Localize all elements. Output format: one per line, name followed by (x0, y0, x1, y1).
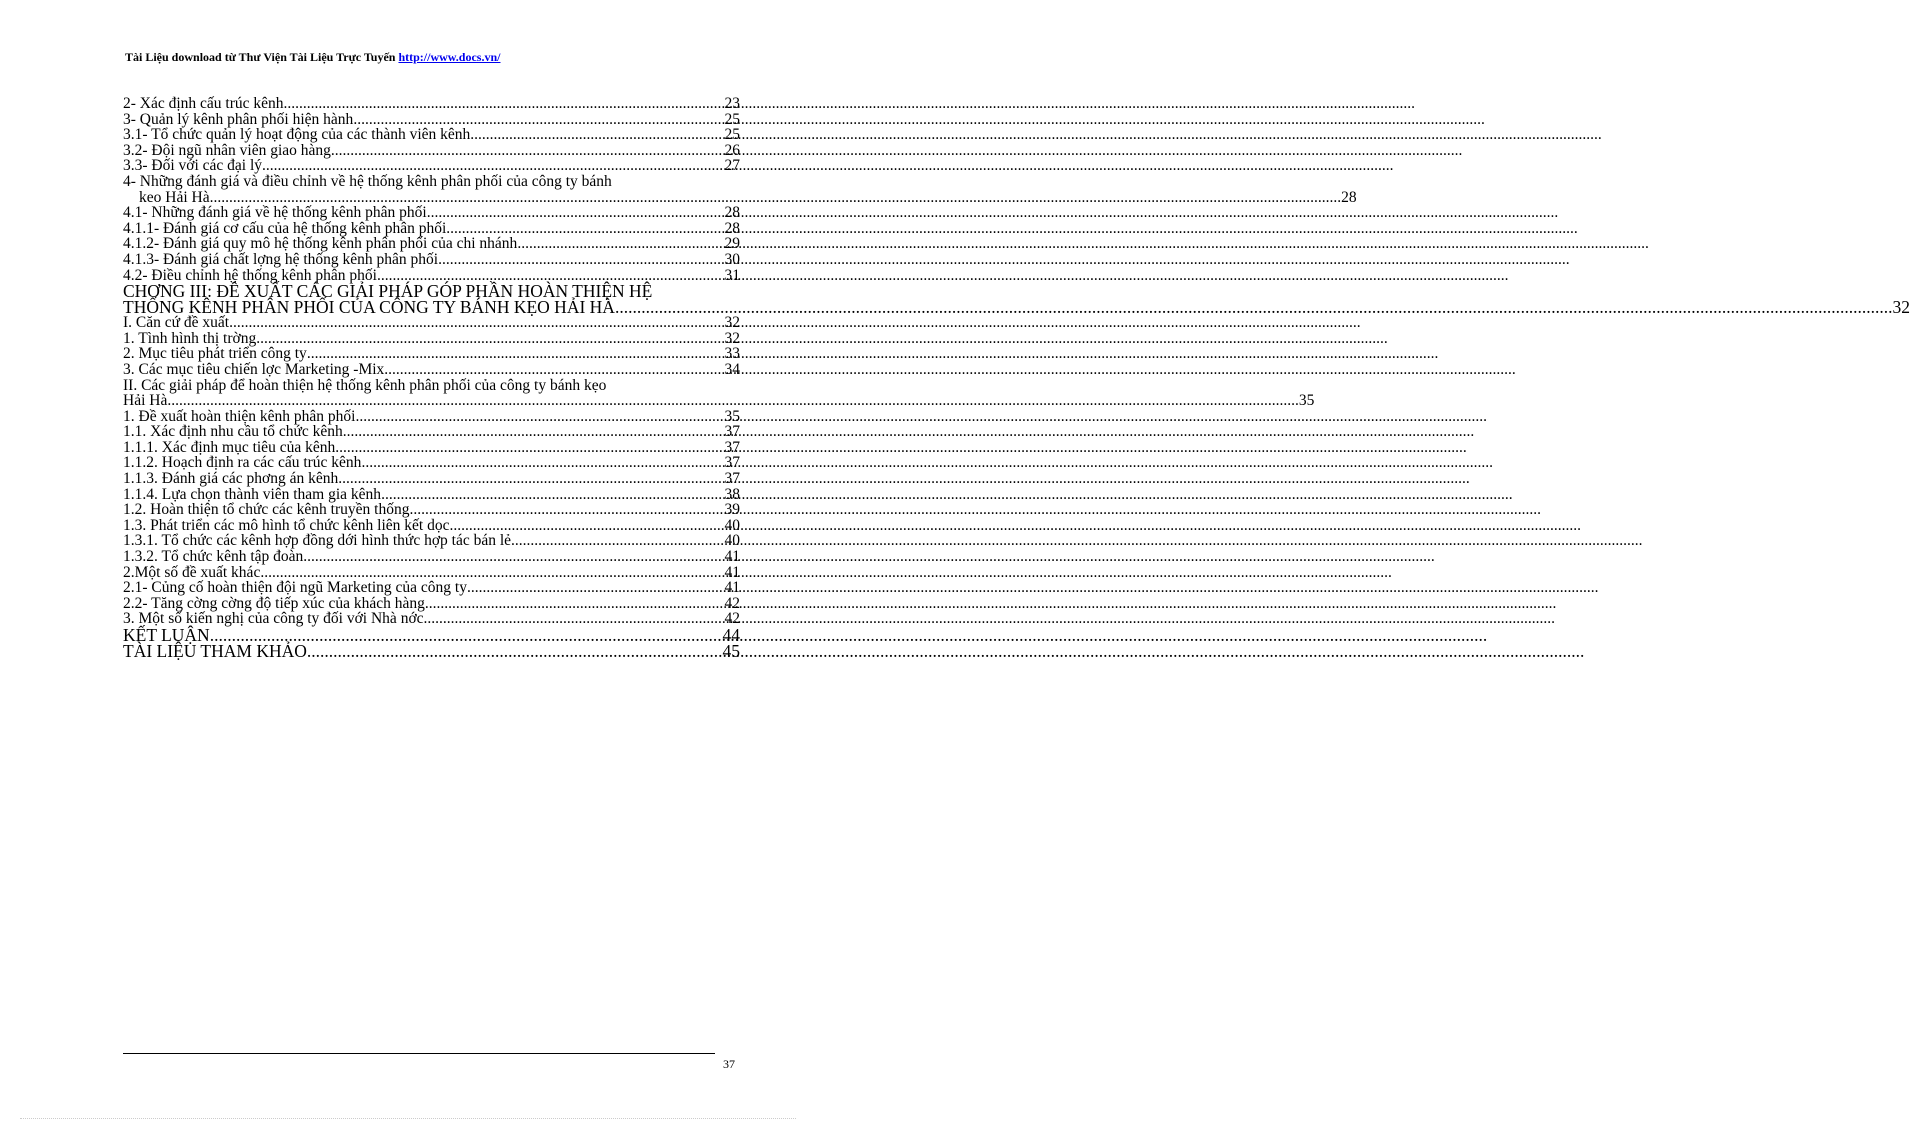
toc-entry[interactable]: 1.1.2. Hoạch định ra các cấu trúc kênh ..... 37 (123, 455, 740, 471)
header-text: Tài Liệu download từ Thư Viện Tài Liệu Trực Tuyến (125, 50, 399, 64)
toc-entry[interactable]: II. Các giải pháp để hoàn thiện hệ thống kênh phân phối của công ty bánh kẹo Hải Hà ..... 35 (123, 378, 740, 409)
toc-entry[interactable]: 1.1.3. Đánh giá các phơng án kênh ..... 37 (123, 471, 740, 487)
toc-entry[interactable]: 1.3.1. Tổ chức các kênh hợp đồng dới hình thức hợp tác bán lẻ ..... 40 (123, 533, 740, 549)
toc-entry[interactable]: 4.1- Những đánh giá về hệ thống kênh phân phối ..... 28 (123, 205, 740, 221)
toc-entry[interactable]: 3.1- Tổ chức quản lý hoạt động của các thành viên kênh ..... 25 (123, 127, 740, 143)
page-header (125, 50, 725, 65)
toc-entry[interactable]: 3- Quản lý kênh phân phối hiện hành ..... 25 (123, 112, 740, 128)
page-bottom-divider (20, 1118, 796, 1119)
toc-entry[interactable]: 3.2- Đội ngũ nhân viên giao hàng ..... 26 (123, 143, 740, 159)
toc-entry[interactable]: 1.3. Phát triển các mô hình tổ chức kênh liên kết dọc ..... 40 (123, 518, 740, 534)
toc-entry-references[interactable]: TÀI LIỆU THAM KHẢO ..... 45 (123, 643, 740, 659)
toc-entry[interactable]: 3. Các mục tiêu chiến lợc Marketing -Mix ..... 34 (123, 362, 740, 378)
toc-entry[interactable]: 2. Mục tiêu phát triển công ty ..... 33 (123, 346, 740, 362)
toc-entry[interactable]: 1.1.1. Xác định mục tiêu của kênh ..... 37 (123, 440, 740, 456)
toc-entry-conclusion[interactable]: KẾT LUẬN ..... 44 (123, 627, 740, 643)
toc-entry[interactable]: 4.1.2- Đánh giá quy mô hệ thống kênh phân phối của chi nhánh ..... 29 (123, 236, 740, 252)
toc-entry[interactable]: 1.1.4. Lựa chọn thành viên tham gia kênh ..... 38 (123, 487, 740, 503)
toc-chapter-entry[interactable]: CHƠNG III: ĐỀ XUẤT CÁC GIẢI PHÁP GÓP PHẦN HOÀN THIỆN HỆ THỐNG KÊNH PHÂN PHỐI CỦA CÔNG TY BÁNH KẸO HẢI HÀ ..... 32 (123, 283, 740, 315)
toc-entry[interactable]: 4.1.1- Đánh giá cơ cấu của hệ thống kênh phân phối ..... 28 (123, 221, 740, 237)
toc-entry[interactable]: 4.2- Điều chỉnh hệ thống kênh phân phối ..... 31 (123, 268, 740, 284)
toc-entry[interactable]: 1.2. Hoàn thiện tổ chức các kênh truyền thống ..... 39 (123, 502, 740, 518)
toc-entry[interactable]: 3.3- Đối với các đại lý ..... 27 (123, 158, 740, 174)
toc-entry[interactable]: I. Căn cứ đề xuất ..... 32 (123, 315, 740, 331)
header-link[interactable]: http://www.docs.vn/ (398, 50, 501, 64)
toc-entry[interactable]: 1. Đề xuất hoàn thiện kênh phân phối ..... 35 (123, 409, 740, 425)
toc-entry[interactable]: 2.Một số đề xuất khác ..... 41 (123, 565, 740, 581)
page-number: 37 (723, 1057, 735, 1071)
toc-entry[interactable]: 2.1- Củng cố hoàn thiện đội ngũ Marketing của công ty ..... 41 (123, 580, 740, 596)
toc-entry[interactable]: 4- Những đánh giá và điều chỉnh về hệ thống kênh phân phối của công ty bánh keo Hải Hà ..... 28 (123, 174, 740, 205)
toc-entry[interactable]: 1. Tình hình thị trờng ..... 32 (123, 331, 740, 347)
footer-divider (123, 1053, 715, 1054)
table-of-contents (123, 95, 1910, 661)
toc-entry[interactable]: 2.2- Tăng cờng cờng độ tiếp xúc của khách hàng ..... 42 (123, 596, 740, 612)
toc-entry[interactable]: 1.1. Xác định nhu cầu tổ chức kênh ..... 37 (123, 424, 740, 440)
toc-entry[interactable]: 4.1.3- Đánh giá chất lợng hệ thống kênh phân phối ..... 30 (123, 252, 740, 268)
toc-entry[interactable]: 2- Xác định cấu trúc kênh ..... 23 (123, 96, 740, 112)
toc-entry[interactable]: 1.3.2. Tổ chức kênh tập đoàn ..... 41 (123, 549, 740, 565)
toc-entry[interactable]: 3. Một số kiến nghị của công ty đối với Nhà nớc ..... 42 (123, 611, 740, 627)
